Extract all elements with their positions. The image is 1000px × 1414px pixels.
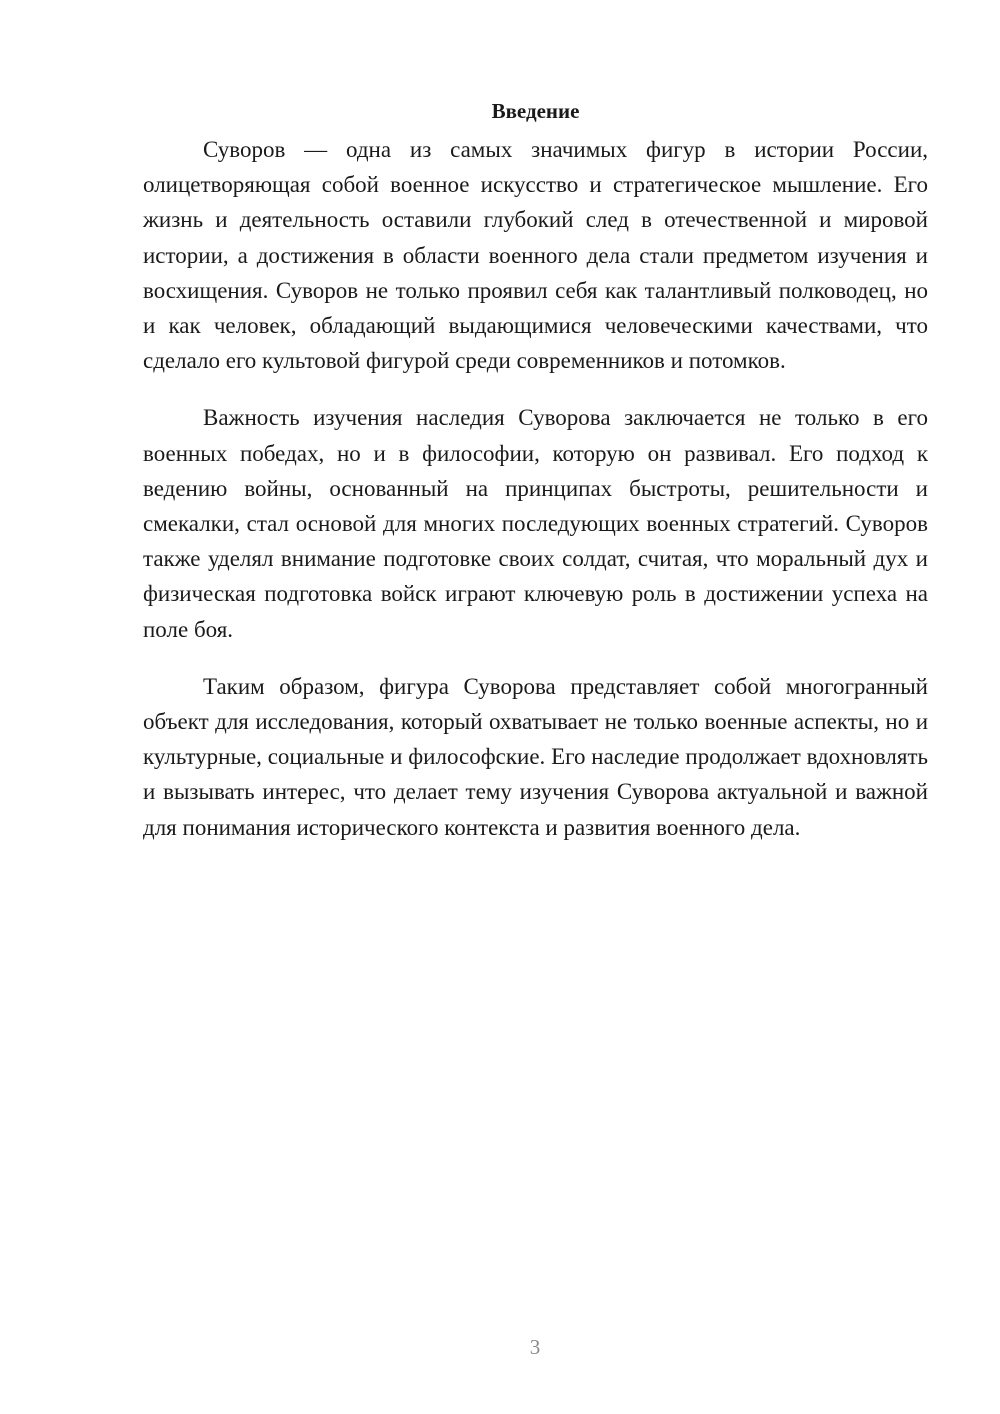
paragraph-2: Важность изучения наследия Суворова заключается не только в его военных победах, но и в философии, которую он развивал. Его подход к ведению войны, основанный на принципах быстроты, решительности и смекалки, стал основой для многих последующих военных стратегий. Суворов также уделял внимание подготовке своих солдат, считая, что моральный дух и физическая подготовка войск играют ключевую роль в достижении успеха на поле боя. — [143, 405, 928, 642]
paragraph-1: Суворов — одна из самых значимых фигур в истории России, олицетворяющая собой военное искусство и стратегическое мышление. Его жизнь и деятельность оставили глубокий след в отечественной и мировой истории, а достижения в области военного дела стали предметом изучения и восхищения. Суворов не только проявил себя как талантливый полководец, но и как человек, обладающий выдающимися человеческими качествами, что сделало его культовой фигурой среди современников и потомков. — [143, 137, 928, 374]
paragraph-3: Таким образом, фигура Суворова представляет собой многогранный объект для исследования, который охватывает не только военные аспекты, но и культурные, социальные и философские. Его наследие продолжает вдохновлять и вызывать интерес, что делает тему изучения Суворова актуальной и важной для понимания исторического контекста и развития военного дела. — [143, 673, 928, 840]
page-number: 3 — [529, 1335, 541, 1359]
section-heading: Введение — [491, 99, 580, 123]
page-content — [143, 94, 928, 867]
